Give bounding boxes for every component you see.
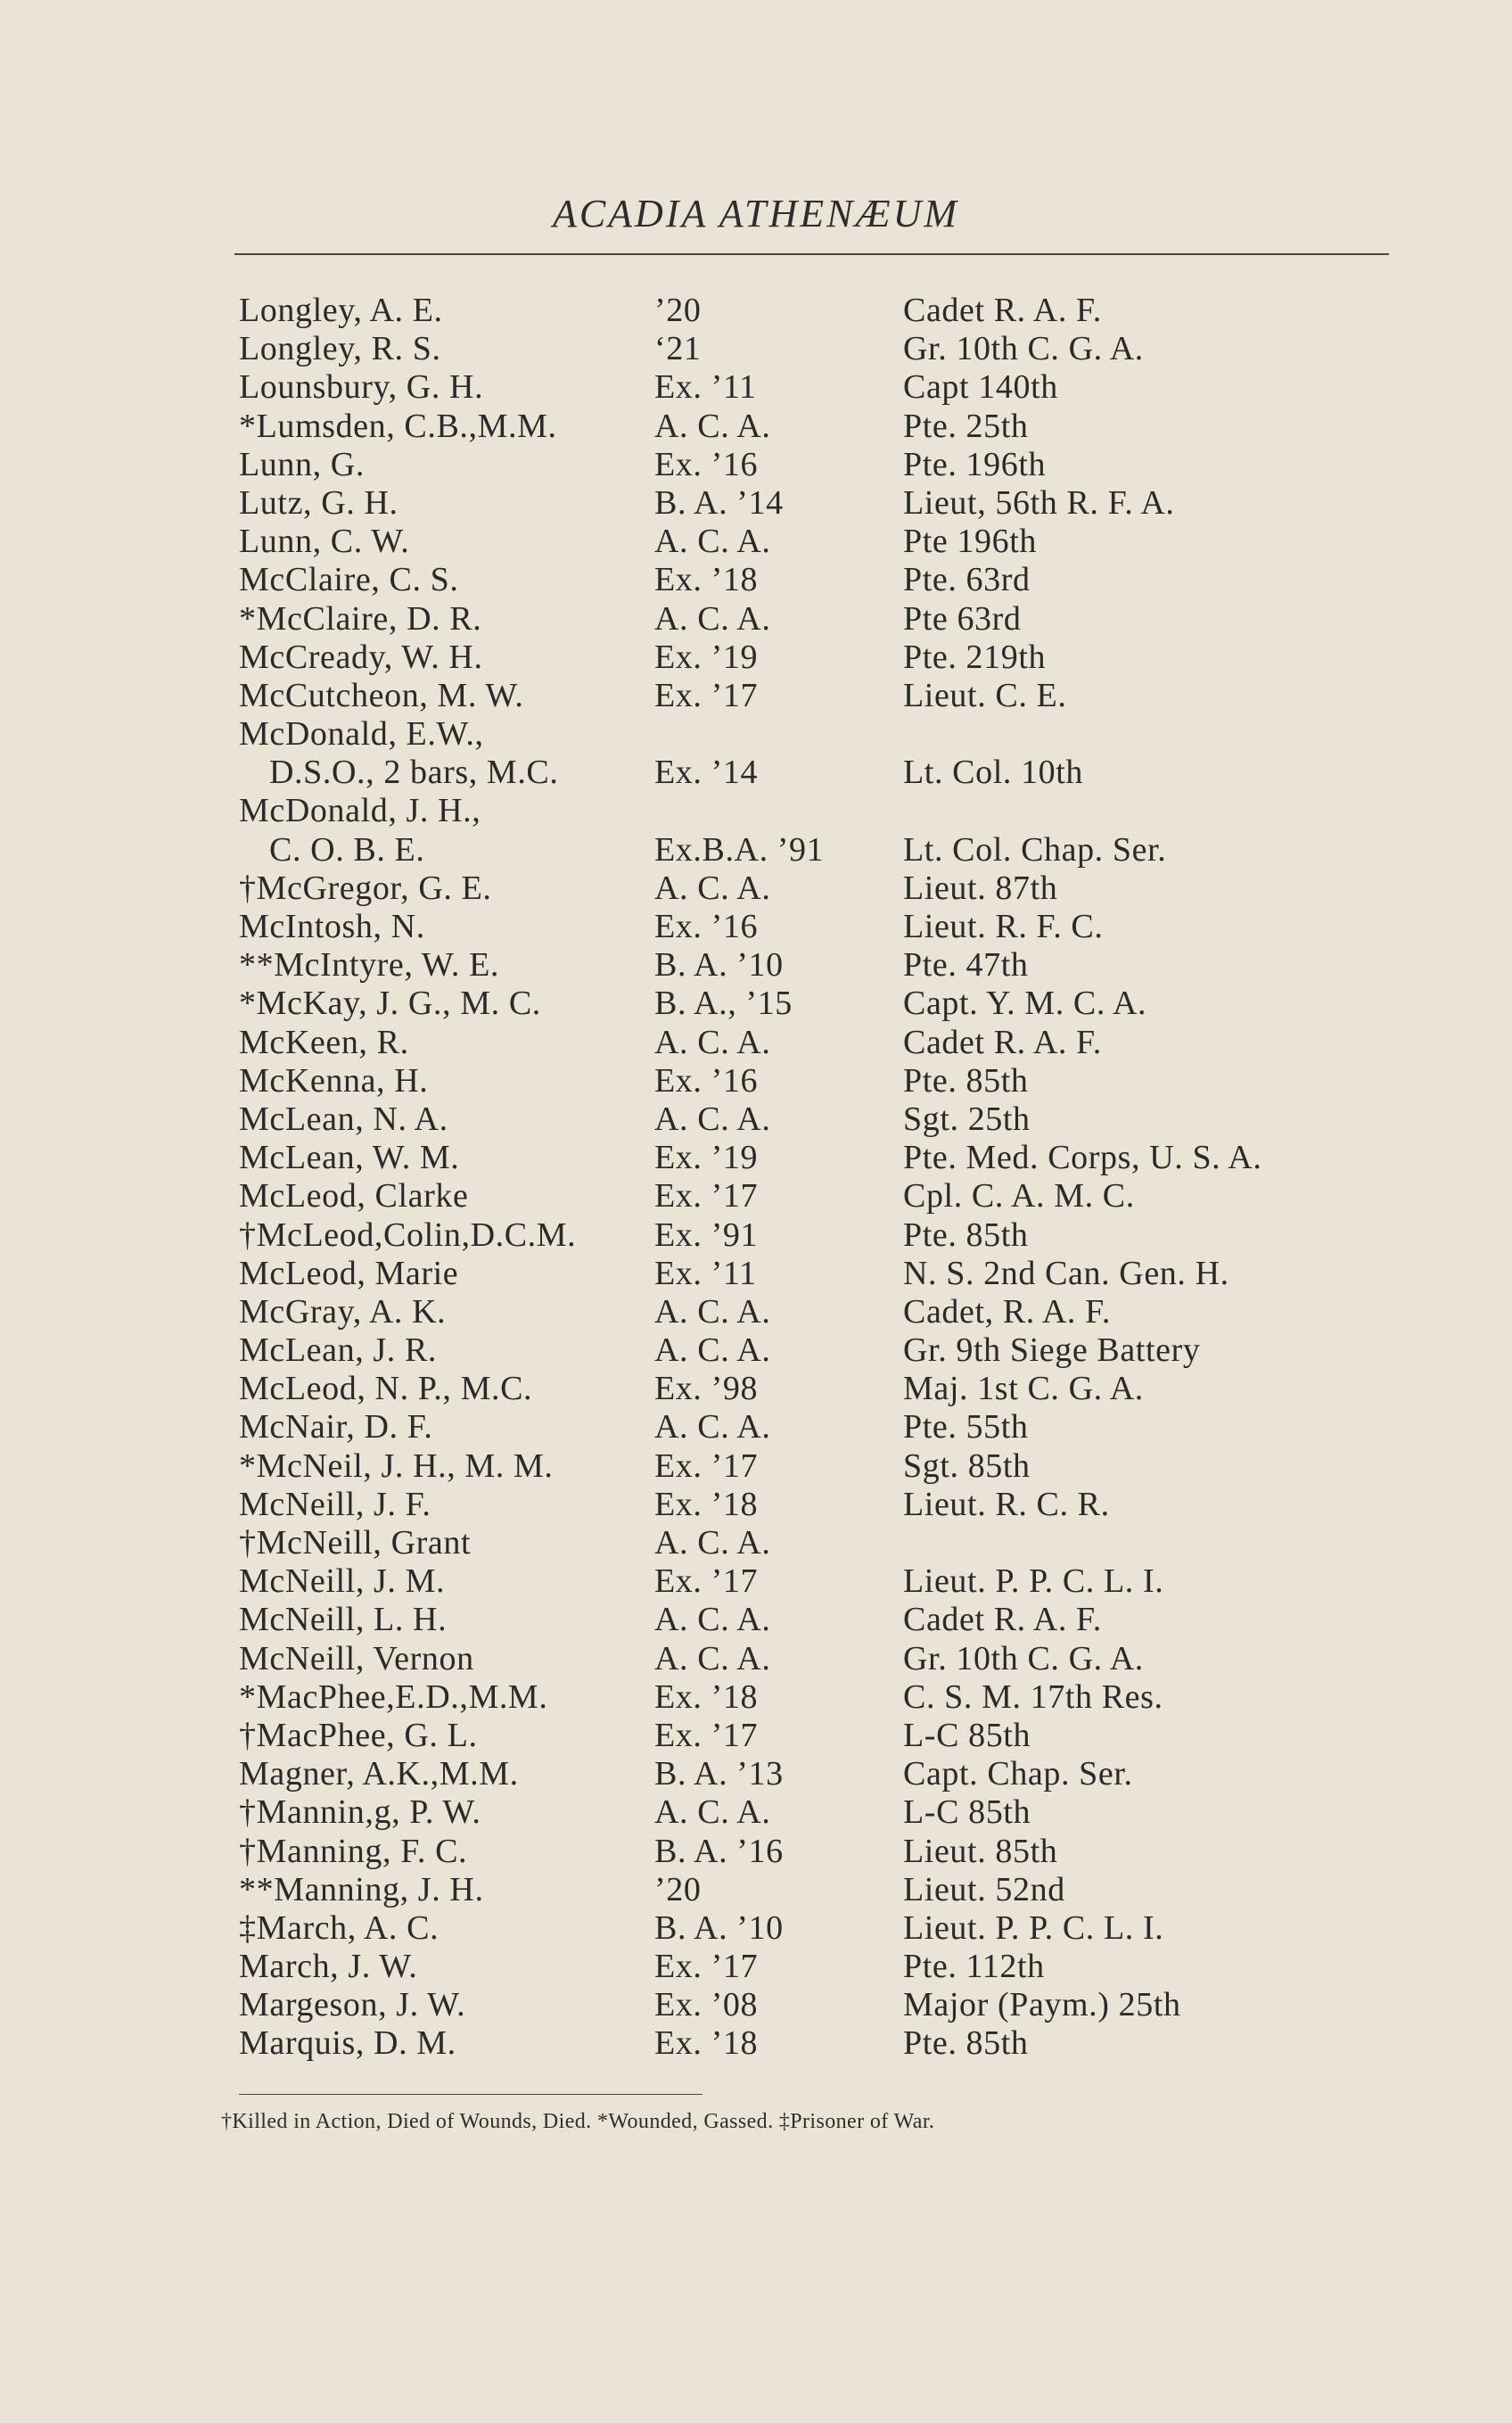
footnote-legend: †Killed in Action, Died of Wounds, Died. *Wounded, Gassed. ‡Prisoner of War.	[221, 2110, 935, 2133]
roster-row	[239, 715, 1398, 792]
roster-name: Marquis, D. M.	[239, 2024, 456, 2063]
roster-name: McClaire, C. S.	[239, 561, 459, 599]
roster-row	[239, 446, 1398, 484]
roster-standing: Ex. ’17	[654, 1177, 759, 1216]
roster-row	[239, 1177, 1398, 1216]
roster-name: McLeod, Marie	[239, 1254, 459, 1292]
roster-unit: Pte. 47th	[903, 946, 1029, 985]
roster-name: McNeill, L. H.	[239, 1601, 448, 1639]
roster-row	[239, 1100, 1398, 1139]
roster-unit: Pte 63rd	[903, 599, 1022, 638]
roster-standing: Ex. ’19	[654, 1139, 759, 1177]
roster-row	[239, 1331, 1398, 1370]
roster-name: McCready, W. H.	[239, 638, 483, 676]
roster-name: Lutz, G. H.	[239, 483, 399, 522]
roster-row	[239, 368, 1398, 407]
roster-row	[239, 330, 1398, 368]
roster-standing: A. C. A.	[654, 407, 771, 445]
roster-name: *McClaire, D. R.	[239, 599, 482, 638]
roster-standing: Ex. ’17	[654, 1446, 759, 1485]
roster-standing: A. C. A.	[654, 1100, 771, 1138]
roster-row	[239, 985, 1398, 1023]
roster-row	[239, 639, 1398, 677]
roster-row	[239, 484, 1398, 523]
roster-standing: A. C. A.	[654, 869, 771, 907]
roster-name: **Manning, J. H.	[239, 1870, 484, 1908]
roster-unit: Lieut. P. P. C. L. I.	[903, 1562, 1164, 1601]
roster-unit: Pte. 219th	[903, 638, 1047, 676]
roster-name: Lunn, G.	[239, 445, 365, 483]
roster-row	[239, 1986, 1398, 2024]
roster-row	[239, 1216, 1398, 1255]
roster-standing: Ex. ’14	[654, 754, 759, 792]
roster-unit: Lieut. R. C. R.	[903, 1485, 1110, 1523]
roster-unit: L-C 85th	[903, 1793, 1031, 1832]
roster-standing: Ex. ’18	[654, 561, 759, 599]
roster-unit: Cadet, R. A. F.	[903, 1292, 1111, 1331]
roster-unit: Lt. Col. 10th	[903, 754, 1084, 792]
roster-standing: B. A. ’13	[654, 1755, 784, 1793]
roster-row	[239, 1562, 1398, 1601]
roster-row	[239, 792, 1398, 869]
roster-row	[239, 523, 1398, 561]
roster-unit: Cpl. C. A. M. C.	[903, 1177, 1135, 1216]
roster-name: McLean, J. R.	[239, 1331, 438, 1370]
roster-standing: Ex. ’17	[654, 676, 759, 714]
roster-row	[239, 1871, 1398, 1909]
roster-unit: Cadet R. A. F.	[903, 292, 1102, 329]
roster-unit: Gr. 10th C. G. A.	[903, 1639, 1144, 1677]
roster-standing: B. A., ’15	[654, 985, 793, 1023]
roster-standing: ’20	[654, 1870, 702, 1908]
roster-standing: Ex. ’18	[654, 1485, 759, 1523]
roster-row	[239, 1793, 1398, 1832]
roster-name: McKenna, H.	[239, 1061, 429, 1100]
roster-name: McLeod, Clarke	[239, 1177, 469, 1216]
running-header: ACADIA ATHENÆUM	[552, 192, 960, 235]
roster-name: McNeill, Vernon	[239, 1639, 474, 1677]
roster-standing: Ex. ’08	[654, 1986, 759, 2024]
roster-name: McNeill, J. F.	[239, 1485, 431, 1523]
roster-name: March, J. W.	[239, 1948, 418, 1986]
roster-row-continuation	[239, 831, 1398, 869]
roster-standing: A. C. A.	[654, 1793, 771, 1832]
roster-standing: A. C. A.	[654, 1601, 771, 1639]
roster-name: †Mannin,g, P. W.	[239, 1793, 481, 1832]
roster-unit: Lieut. P. P. C. L. I.	[903, 1908, 1164, 1947]
roster-standing: Ex. ’11	[654, 368, 757, 407]
roster-standing: Ex. ’17	[654, 1716, 759, 1754]
roster-row	[239, 1833, 1398, 1871]
roster-row	[239, 1755, 1398, 1793]
roster-standing: ‘21	[654, 330, 702, 368]
header-rule	[234, 253, 1389, 255]
roster-name: †MacPhee, G. L.	[239, 1716, 478, 1754]
roster-row	[239, 1640, 1398, 1678]
roster-row	[239, 408, 1398, 446]
roster-standing: Ex. ’16	[654, 908, 759, 946]
roster-unit: Pte. 196th	[903, 445, 1047, 483]
roster-unit: Maj. 1st C. G. A.	[903, 1370, 1144, 1408]
roster-standing: Ex. ’11	[654, 1254, 757, 1292]
roster-unit: Pte. 85th	[903, 1216, 1029, 1254]
roster-unit: Lieut. 85th	[903, 1832, 1058, 1870]
roster-row	[239, 1139, 1398, 1177]
roster-name-continuation: C. O. B. E.	[269, 830, 425, 869]
roster-name: †Manning, F. C.	[239, 1832, 468, 1870]
roster-unit: Lieut. 52nd	[903, 1870, 1065, 1908]
roster-unit: Lt. Col. Chap. Ser.	[903, 830, 1167, 869]
roster-unit: Lieut, 56th R. F. A.	[903, 483, 1175, 522]
roster-standing: Ex. ’19	[654, 638, 759, 676]
roster-unit: Pte. 112th	[903, 1948, 1045, 1986]
roster-row	[239, 2024, 1398, 2063]
roster-unit: Pte 196th	[903, 523, 1038, 561]
roster-unit: Pte. 85th	[903, 2024, 1029, 2063]
roster-standing: Ex. ’91	[654, 1216, 759, 1254]
roster-standing: A. C. A.	[654, 1408, 771, 1446]
roster-name: McLeod, N. P., M.C.	[239, 1370, 533, 1408]
roster-standing: A. C. A.	[654, 1639, 771, 1677]
roster-standing: Ex. ’17	[654, 1562, 759, 1601]
roster-unit: Gr. 9th Siege Battery	[903, 1331, 1201, 1370]
roster-standing: B. A. ’14	[654, 483, 784, 522]
roster-row	[239, 908, 1398, 946]
roster-row	[239, 600, 1398, 639]
roster-unit: Pte. Med. Corps, U. S. A.	[903, 1139, 1262, 1177]
roster-standing: Ex. ’18	[654, 1677, 759, 1716]
roster-row	[239, 1408, 1398, 1446]
roster-unit: Pte. 55th	[903, 1408, 1029, 1446]
roster-name: McNeill, J. M.	[239, 1562, 446, 1601]
roster-name: *Lumsden, C.B.,M.M.	[239, 407, 557, 445]
roster-standing: A. C. A.	[654, 599, 771, 638]
roster-unit: Cadet R. A. F.	[903, 1023, 1102, 1061]
roster-unit: Gr. 10th C. G. A.	[903, 330, 1144, 368]
roster-name: Lunn, C. W.	[239, 523, 410, 561]
roster-name: **McIntyre, W. E.	[239, 946, 499, 985]
roster-standing: A. C. A.	[654, 1331, 771, 1370]
roster-name: †McNeill, Grant	[239, 1524, 472, 1562]
roster-standing: B. A. ’10	[654, 946, 784, 985]
roster-unit: Pte. 25th	[903, 407, 1029, 445]
roster-row	[239, 1447, 1398, 1486]
roster-name: McDonald, J. H.,	[239, 792, 481, 830]
roster-row	[239, 1486, 1398, 1524]
roster-unit: C. S. M. 17th Res.	[903, 1677, 1163, 1716]
roster-standing: Ex.B.A. ’91	[654, 830, 825, 869]
roster-name-continuation: D.S.O., 2 bars, M.C.	[269, 754, 559, 792]
roster-name: Longley, A. E.	[239, 292, 443, 329]
roster-name: McIntosh, N.	[239, 908, 425, 946]
roster-unit: Capt. Y. M. C. A.	[903, 985, 1147, 1023]
roster-name: †McGregor, G. E.	[239, 869, 492, 907]
roster-row	[239, 1024, 1398, 1062]
roster-unit: Capt. Chap. Ser.	[903, 1755, 1133, 1793]
roster-name: Longley, R. S.	[239, 330, 441, 368]
roster-unit: Cadet R. A. F.	[903, 1601, 1102, 1639]
roster-name: McCutcheon, M. W.	[239, 676, 524, 714]
roster-row	[239, 561, 1398, 599]
roster-standing: Ex. ’98	[654, 1370, 759, 1408]
footnote-rule	[239, 2094, 703, 2095]
roster-name: †McLeod,Colin,D.C.M.	[239, 1216, 577, 1254]
roster-row	[239, 946, 1398, 985]
roster-standing: B. A. ’10	[654, 1908, 784, 1947]
roster-standing: ’20	[654, 292, 702, 329]
roster-unit: N. S. 2nd Can. Gen. H.	[903, 1254, 1229, 1292]
honor-roll-list	[239, 292, 1398, 2064]
roster-standing: A. C. A.	[654, 1524, 771, 1562]
roster-standing: Ex. ’18	[654, 2024, 759, 2063]
roster-row	[239, 1293, 1398, 1331]
roster-standing: B. A. ’16	[654, 1832, 784, 1870]
roster-unit: Capt 140th	[903, 368, 1058, 407]
roster-unit: Sgt. 25th	[903, 1100, 1031, 1138]
roster-row	[239, 1524, 1398, 1562]
roster-unit: Lieut. 87th	[903, 869, 1058, 907]
roster-row	[239, 1601, 1398, 1639]
roster-name: McNair, D. F.	[239, 1408, 433, 1446]
roster-unit: Sgt. 85th	[903, 1446, 1031, 1485]
roster-name: *McNeil, J. H., M. M.	[239, 1446, 554, 1485]
roster-name: *McKay, J. G., M. C.	[239, 985, 541, 1023]
roster-unit: Lieut. C. E.	[903, 676, 1067, 714]
roster-name: Lounsbury, G. H.	[239, 368, 484, 407]
roster-unit: L-C 85th	[903, 1716, 1031, 1754]
roster-unit: Major (Paym.) 25th	[903, 1986, 1181, 2024]
roster-row	[239, 1062, 1398, 1100]
roster-name: McLean, W. M.	[239, 1139, 460, 1177]
roster-row	[239, 1255, 1398, 1293]
roster-standing: A. C. A.	[654, 1292, 771, 1331]
roster-row	[239, 677, 1398, 715]
roster-row	[239, 1370, 1398, 1408]
roster-standing: Ex. ’16	[654, 445, 759, 483]
roster-standing: A. C. A.	[654, 1023, 771, 1061]
roster-row	[239, 1717, 1398, 1755]
roster-unit: Pte. 63rd	[903, 561, 1031, 599]
roster-name: Magner, A.K.,M.M.	[239, 1755, 519, 1793]
roster-unit: Lieut. R. F. C.	[903, 908, 1104, 946]
roster-unit: Pte. 85th	[903, 1061, 1029, 1100]
roster-row	[239, 869, 1398, 908]
roster-row	[239, 1909, 1398, 1948]
roster-row	[239, 1948, 1398, 1986]
roster-standing: Ex. ’17	[654, 1948, 759, 1986]
roster-name: McGray, A. K.	[239, 1292, 447, 1331]
roster-name: McDonald, E.W.,	[239, 715, 484, 754]
roster-standing: Ex. ’16	[654, 1061, 759, 1100]
roster-row-continuation	[239, 754, 1398, 792]
roster-name: ‡March, A. C.	[239, 1908, 440, 1947]
roster-row	[239, 292, 1398, 330]
roster-name: McKeen, R.	[239, 1023, 409, 1061]
roster-standing: A. C. A.	[654, 523, 771, 561]
roster-name: *MacPhee,E.D.,M.M.	[239, 1677, 548, 1716]
roster-name: Margeson, J. W.	[239, 1986, 466, 2024]
roster-name: McLean, N. A.	[239, 1100, 448, 1138]
roster-row	[239, 1678, 1398, 1717]
